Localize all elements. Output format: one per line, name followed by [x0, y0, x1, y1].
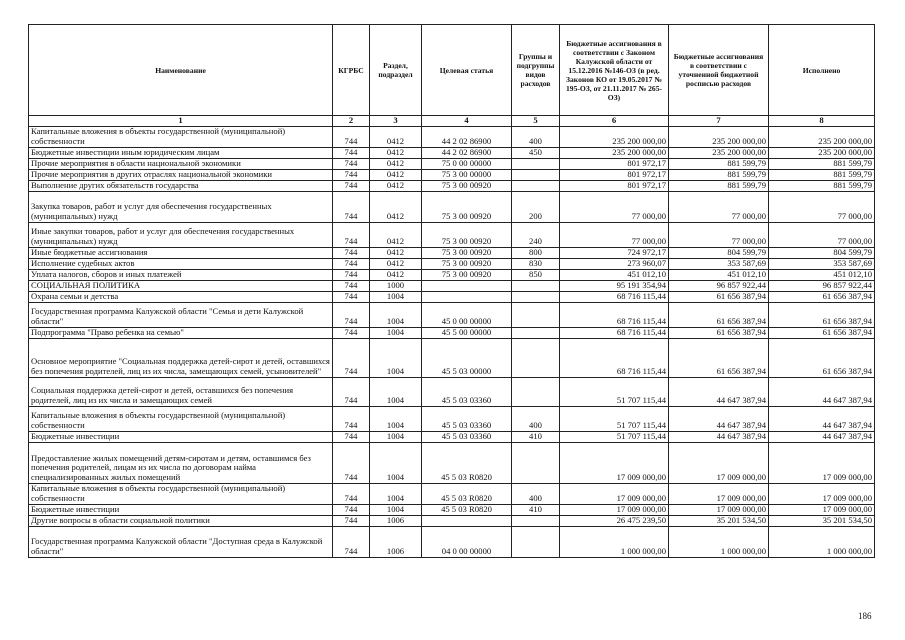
row-section-cell: 0412: [370, 269, 422, 280]
row-kgrbs-cell: 744: [333, 302, 370, 327]
row-section-cell: 0412: [370, 169, 422, 180]
row-law-assignment-cell: 77 000,00: [560, 222, 669, 247]
row-kgrbs-cell: 744: [333, 147, 370, 158]
row-executed-cell: 61 656 387,94: [769, 338, 875, 377]
row-section-cell: 1004: [370, 377, 422, 406]
row-expense-group-cell: [512, 442, 560, 483]
row-refined-assignment-cell: 44 647 387,94: [669, 377, 769, 406]
row-executed-cell: 44 647 387,94: [769, 377, 875, 406]
row-law-assignment-cell: 17 009 000,00: [560, 504, 669, 515]
row-executed-cell: 61 656 387,94: [769, 291, 875, 302]
row-kgrbs-cell: 744: [333, 431, 370, 442]
row-section-cell: 1006: [370, 515, 422, 526]
row-name-cell: Охрана семьи и детства: [29, 291, 333, 302]
row-name-cell: Капитальные вложения в объекты государственной (муниципальной) собственности: [29, 406, 333, 431]
table-row: [29, 291, 875, 302]
table-row: [29, 169, 875, 180]
row-target-article-cell: 45 5 03 R0820: [422, 483, 512, 504]
row-name-cell: Другие вопросы в области социальной политики: [29, 515, 333, 526]
row-expense-group-cell: [512, 515, 560, 526]
row-kgrbs-cell: 744: [333, 515, 370, 526]
row-refined-assignment-cell: 881 599,79: [669, 158, 769, 169]
row-target-article-cell: 75 3 00 00920: [422, 191, 512, 222]
row-refined-assignment-cell: 17 009 000,00: [669, 483, 769, 504]
row-section-cell: 0412: [370, 126, 422, 147]
row-section-cell: 1006: [370, 526, 422, 557]
row-executed-cell: 35 201 534,50: [769, 515, 875, 526]
row-executed-cell: 1 000 000,00: [769, 526, 875, 557]
row-section-cell: 0412: [370, 180, 422, 191]
row-section-cell: 0412: [370, 191, 422, 222]
row-expense-group-cell: [512, 291, 560, 302]
row-kgrbs-cell: 744: [333, 126, 370, 147]
table-row: [29, 280, 875, 291]
row-target-article-cell: 75 3 00 00920: [422, 247, 512, 258]
header-row: [29, 25, 875, 116]
column-number: 8: [769, 116, 875, 127]
row-refined-assignment-cell: 353 587,69: [669, 258, 769, 269]
row-section-cell: 0412: [370, 222, 422, 247]
row-refined-assignment-cell: 77 000,00: [669, 222, 769, 247]
row-law-assignment-cell: 51 707 115,44: [560, 406, 669, 431]
row-name-cell: Исполнение судебных актов: [29, 258, 333, 269]
row-name-cell: Выполнение других обязательств государства: [29, 180, 333, 191]
table-row: [29, 327, 875, 338]
row-target-article-cell: 44 2 02 86900: [422, 147, 512, 158]
table-body: [29, 126, 875, 557]
row-expense-group-cell: 410: [512, 504, 560, 515]
row-refined-assignment-cell: 61 656 387,94: [669, 302, 769, 327]
table-row: [29, 269, 875, 280]
row-kgrbs-cell: 744: [333, 504, 370, 515]
row-target-article-cell: 45 5 03 00000: [422, 338, 512, 377]
row-law-assignment-cell: 1 000 000,00: [560, 526, 669, 557]
row-name-cell: Иные бюджетные ассигнования: [29, 247, 333, 258]
row-section-cell: 1004: [370, 442, 422, 483]
row-refined-assignment-cell: 44 647 387,94: [669, 431, 769, 442]
table-row: [29, 126, 875, 147]
header-section: Раздел, подраздел: [370, 25, 422, 116]
row-refined-assignment-cell: 235 200 000,00: [669, 126, 769, 147]
row-name-cell: Бюджетные инвестиции иным юридическим лицам: [29, 147, 333, 158]
table-row: [29, 258, 875, 269]
row-name-cell: Социальная поддержка детей-сирот и детей, оставшихся без попечения родителей, лиц из их числа и замещающих семей: [29, 377, 333, 406]
row-section-cell: 1004: [370, 291, 422, 302]
table-row: [29, 515, 875, 526]
row-expense-group-cell: [512, 302, 560, 327]
column-number: 6: [560, 116, 669, 127]
row-kgrbs-cell: 744: [333, 280, 370, 291]
row-executed-cell: 17 009 000,00: [769, 483, 875, 504]
row-law-assignment-cell: 801 972,17: [560, 169, 669, 180]
row-law-assignment-cell: 51 707 115,44: [560, 431, 669, 442]
row-name-cell: Предоставление жилых помещений детям-сиротам и детям, оставшимся без попечения родителей, лицам из их числа по договорам найма специализированных жилых помещений: [29, 442, 333, 483]
row-kgrbs-cell: 744: [333, 377, 370, 406]
row-name-cell: Капитальные вложения в объекты государственной (муниципальной) собственности: [29, 483, 333, 504]
row-name-cell: Закупка товаров, работ и услуг для обеспечения государственных (муниципальных) нужд: [29, 191, 333, 222]
row-section-cell: 1004: [370, 338, 422, 377]
row-kgrbs-cell: 744: [333, 258, 370, 269]
row-expense-group-cell: 400: [512, 406, 560, 431]
row-expense-group-cell: [512, 280, 560, 291]
row-name-cell: Основное мероприятие "Социальная поддержка детей-сирот и детей, оставшихся без попечения родителей, лиц из их числа, замещающих семей, усыновителей": [29, 338, 333, 377]
row-refined-assignment-cell: 61 656 387,94: [669, 291, 769, 302]
row-name-cell: Подпрограмма "Право ребенка на семью": [29, 327, 333, 338]
row-refined-assignment-cell: 35 201 534,50: [669, 515, 769, 526]
row-law-assignment-cell: 95 191 354,94: [560, 280, 669, 291]
table-row: [29, 147, 875, 158]
table-row: [29, 222, 875, 247]
row-law-assignment-cell: 68 716 115,44: [560, 302, 669, 327]
row-target-article-cell: 04 0 00 00000: [422, 526, 512, 557]
row-kgrbs-cell: 744: [333, 222, 370, 247]
row-section-cell: 1004: [370, 504, 422, 515]
row-executed-cell: 77 000,00: [769, 191, 875, 222]
table-row: [29, 483, 875, 504]
row-name-cell: Иные закупки товаров, работ и услуг для обеспечения государственных (муниципальных) нужд: [29, 222, 333, 247]
row-executed-cell: 17 009 000,00: [769, 442, 875, 483]
table-row: [29, 247, 875, 258]
row-refined-assignment-cell: 17 009 000,00: [669, 504, 769, 515]
row-expense-group-cell: 200: [512, 191, 560, 222]
row-executed-cell: 881 599,79: [769, 169, 875, 180]
row-name-cell: Уплата налогов, сборов и иных платежей: [29, 269, 333, 280]
row-section-cell: 1004: [370, 431, 422, 442]
row-target-article-cell: 75 0 00 00000: [422, 158, 512, 169]
table-row: [29, 442, 875, 483]
row-executed-cell: 44 647 387,94: [769, 431, 875, 442]
header-refined-assignments: Бюджетные ассигнования в соответствии с уточненной бюджетной росписью расходов: [669, 25, 769, 116]
row-law-assignment-cell: 235 200 000,00: [560, 126, 669, 147]
row-refined-assignment-cell: 804 599,79: [669, 247, 769, 258]
row-law-assignment-cell: 68 716 115,44: [560, 338, 669, 377]
row-kgrbs-cell: 744: [333, 327, 370, 338]
row-executed-cell: 61 656 387,94: [769, 327, 875, 338]
row-law-assignment-cell: 801 972,17: [560, 158, 669, 169]
row-law-assignment-cell: 724 972,17: [560, 247, 669, 258]
row-target-article-cell: 75 3 00 00920: [422, 269, 512, 280]
row-law-assignment-cell: 68 716 115,44: [560, 291, 669, 302]
row-expense-group-cell: [512, 338, 560, 377]
table-row: [29, 431, 875, 442]
page-number: 186: [858, 611, 872, 621]
row-kgrbs-cell: 744: [333, 483, 370, 504]
row-section-cell: 0412: [370, 258, 422, 269]
row-name-cell: Государственная программа Калужской области "Доступная среда в Калужской области": [29, 526, 333, 557]
header-expense-groups: Группы и подгруппы видов расходов: [512, 25, 560, 116]
row-expense-group-cell: 410: [512, 431, 560, 442]
row-kgrbs-cell: 744: [333, 338, 370, 377]
row-refined-assignment-cell: 1 000 000,00: [669, 526, 769, 557]
row-name-cell: СОЦИАЛЬНАЯ ПОЛИТИКА: [29, 280, 333, 291]
row-target-article-cell: 45 0 00 00000: [422, 302, 512, 327]
row-law-assignment-cell: 26 475 239,50: [560, 515, 669, 526]
row-law-assignment-cell: 801 972,17: [560, 180, 669, 191]
table-row: [29, 406, 875, 431]
row-executed-cell: 61 656 387,94: [769, 302, 875, 327]
column-number: 3: [370, 116, 422, 127]
header-name: Наименование: [29, 25, 333, 116]
row-target-article-cell: 45 5 03 R0820: [422, 504, 512, 515]
row-target-article-cell: [422, 280, 512, 291]
row-expense-group-cell: 400: [512, 126, 560, 147]
row-expense-group-cell: [512, 377, 560, 406]
row-name-cell: Бюджетные инвестиции: [29, 504, 333, 515]
row-refined-assignment-cell: 61 656 387,94: [669, 327, 769, 338]
row-name-cell: Прочие мероприятия в области национальной экономики: [29, 158, 333, 169]
row-target-article-cell: 75 3 00 00920: [422, 180, 512, 191]
row-kgrbs-cell: 744: [333, 406, 370, 431]
row-name-cell: Капитальные вложения в объекты государственной (муниципальной) собственности: [29, 126, 333, 147]
row-law-assignment-cell: 17 009 000,00: [560, 442, 669, 483]
header-kgrbs: КГРБС: [333, 25, 370, 116]
row-refined-assignment-cell: 881 599,79: [669, 169, 769, 180]
column-number: 7: [669, 116, 769, 127]
row-executed-cell: 451 012,10: [769, 269, 875, 280]
row-executed-cell: 77 000,00: [769, 222, 875, 247]
row-kgrbs-cell: 744: [333, 269, 370, 280]
row-law-assignment-cell: 77 000,00: [560, 191, 669, 222]
row-target-article-cell: [422, 515, 512, 526]
row-expense-group-cell: [512, 526, 560, 557]
row-executed-cell: 235 200 000,00: [769, 147, 875, 158]
row-law-assignment-cell: 51 707 115,44: [560, 377, 669, 406]
row-section-cell: 1004: [370, 302, 422, 327]
row-law-assignment-cell: 235 200 000,00: [560, 147, 669, 158]
row-refined-assignment-cell: 881 599,79: [669, 180, 769, 191]
row-expense-group-cell: 850: [512, 269, 560, 280]
row-section-cell: 1004: [370, 327, 422, 338]
header-executed: Исполнено: [769, 25, 875, 116]
row-refined-assignment-cell: 61 656 387,94: [669, 338, 769, 377]
column-number: 1: [29, 116, 333, 127]
row-section-cell: 0412: [370, 247, 422, 258]
column-number: 4: [422, 116, 512, 127]
row-kgrbs-cell: 744: [333, 180, 370, 191]
row-executed-cell: 881 599,79: [769, 158, 875, 169]
row-expense-group-cell: 450: [512, 147, 560, 158]
row-target-article-cell: 75 3 00 00920: [422, 222, 512, 247]
table-row: [29, 158, 875, 169]
row-name-cell: Бюджетные инвестиции: [29, 431, 333, 442]
row-refined-assignment-cell: 235 200 000,00: [669, 147, 769, 158]
row-expense-group-cell: 800: [512, 247, 560, 258]
row-kgrbs-cell: 744: [333, 191, 370, 222]
row-expense-group-cell: [512, 158, 560, 169]
row-section-cell: 1000: [370, 280, 422, 291]
row-executed-cell: 44 647 387,94: [769, 406, 875, 431]
table-row: [29, 191, 875, 222]
row-name-cell: Государственная программа Калужской области "Семья и дети Калужской области": [29, 302, 333, 327]
table-row: [29, 302, 875, 327]
table-row: [29, 180, 875, 191]
row-law-assignment-cell: 451 012,10: [560, 269, 669, 280]
row-section-cell: 1004: [370, 406, 422, 431]
row-kgrbs-cell: 744: [333, 169, 370, 180]
row-target-article-cell: 45 5 00 00000: [422, 327, 512, 338]
table-row: [29, 338, 875, 377]
header-law-assignments: Бюджетные ассигнования в соответствии с Законом Калужской области от 15.12.2016 №146-ОЗ (в ред. Законов КО от 19.05.2017 № 195-ОЗ, от 21.11.2017 № 265-ОЗ): [560, 25, 669, 116]
column-number: 2: [333, 116, 370, 127]
row-expense-group-cell: 240: [512, 222, 560, 247]
row-law-assignment-cell: 17 009 000,00: [560, 483, 669, 504]
row-expense-group-cell: [512, 169, 560, 180]
column-number: 5: [512, 116, 560, 127]
row-target-article-cell: 45 5 03 03360: [422, 431, 512, 442]
row-target-article-cell: 45 5 03 03360: [422, 377, 512, 406]
row-executed-cell: 881 599,79: [769, 180, 875, 191]
row-target-article-cell: 75 3 00 00920: [422, 258, 512, 269]
row-refined-assignment-cell: 451 012,10: [669, 269, 769, 280]
row-executed-cell: 96 857 922,44: [769, 280, 875, 291]
row-section-cell: 0412: [370, 147, 422, 158]
row-refined-assignment-cell: 44 647 387,94: [669, 406, 769, 431]
row-kgrbs-cell: 744: [333, 526, 370, 557]
row-target-article-cell: 45 5 03 03360: [422, 406, 512, 431]
budget-table: [28, 24, 875, 558]
row-refined-assignment-cell: 17 009 000,00: [669, 442, 769, 483]
row-name-cell: Прочие мероприятия в других отраслях национальной экономики: [29, 169, 333, 180]
row-kgrbs-cell: 744: [333, 291, 370, 302]
column-number-row: [29, 116, 875, 127]
row-executed-cell: 353 587,69: [769, 258, 875, 269]
row-target-article-cell: [422, 291, 512, 302]
row-executed-cell: 804 599,79: [769, 247, 875, 258]
row-refined-assignment-cell: 77 000,00: [669, 191, 769, 222]
row-expense-group-cell: [512, 180, 560, 191]
row-section-cell: 1004: [370, 483, 422, 504]
row-expense-group-cell: 400: [512, 483, 560, 504]
table-row: [29, 504, 875, 515]
row-target-article-cell: 75 3 00 00000: [422, 169, 512, 180]
row-target-article-cell: 44 2 02 86900: [422, 126, 512, 147]
row-expense-group-cell: [512, 327, 560, 338]
row-executed-cell: 235 200 000,00: [769, 126, 875, 147]
row-executed-cell: 17 009 000,00: [769, 504, 875, 515]
row-law-assignment-cell: 273 960,07: [560, 258, 669, 269]
row-refined-assignment-cell: 96 857 922,44: [669, 280, 769, 291]
header-target-article: Целевая статья: [422, 25, 512, 116]
row-kgrbs-cell: 744: [333, 442, 370, 483]
row-law-assignment-cell: 68 716 115,44: [560, 327, 669, 338]
row-expense-group-cell: 830: [512, 258, 560, 269]
table-row: [29, 526, 875, 557]
table-row: [29, 377, 875, 406]
row-kgrbs-cell: 744: [333, 247, 370, 258]
row-section-cell: 0412: [370, 158, 422, 169]
row-target-article-cell: 45 5 03 R0820: [422, 442, 512, 483]
row-kgrbs-cell: 744: [333, 158, 370, 169]
